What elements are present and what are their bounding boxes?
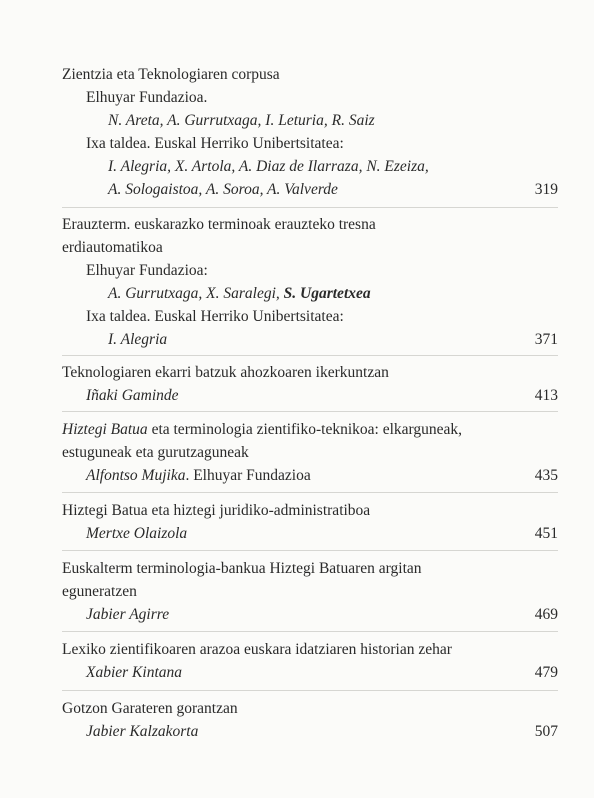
entry-title: eta terminologia zientifiko-teknikoa: elkarguneak, [147,421,463,438]
toc-entry [62,557,558,626]
entry-author: Jabier Kalzakorta [86,723,199,740]
entry-authors: A. Gurrutxaga, X. Saralegi, [108,285,284,302]
entry-organization: Ixa taldea. Euskal Herriko Unibertsitatea: [86,308,344,325]
entry-authors: I. Alegria [108,331,168,348]
entry-title: Gotzon Garateren gorantzan [62,700,238,717]
toc-entry [62,499,558,545]
entry-authors: I. Alegria, X. Artola, A. Diaz de Ilarraza, N. Ezeiza, [108,158,429,175]
toc-entry [62,697,558,743]
toc-entry [62,63,558,201]
entry-organization: . Elhuyar Fundazioa [185,467,311,484]
entry-title: Euskalterm terminologia-bankua Hiztegi Batuaren argitan [62,560,422,577]
page-number: 507 [534,723,558,740]
entry-title-italic: Hiztegi Batua [62,421,148,438]
entry-author: Xabier Kintana [86,664,183,681]
page-number: 451 [534,525,558,542]
page-number: 435 [534,467,558,484]
entry-authors: N. Areta, A. Gurrutxaga, I. Leturia, R. Saiz [108,112,375,129]
page-number: 469 [534,606,558,623]
entry-title: Zientzia eta Teknologiaren corpusa [62,66,280,83]
divider [62,631,558,632]
page-number: 413 [534,387,558,404]
divider [62,550,558,551]
page-number: 479 [534,664,558,681]
entry-organization: Elhuyar Fundazioa: [86,262,208,279]
toc-entry [62,638,558,684]
divider [62,690,558,691]
entry-title-cont: estuguneak eta gurutzaguneak [62,444,249,461]
entry-title: Teknologiaren ekarri batzuk ahozkoaren ikerkuntzan [62,364,389,381]
divider [62,207,558,208]
entry-author: Mertxe Olaizola [86,525,188,542]
entry-title: Erauzterm. euskarazko terminoak erauzteko tresna [62,216,376,233]
entry-author: Iñaki Gaminde [86,387,179,404]
entry-title-cont: eguneratzen [62,583,137,600]
entry-title-cont: erdiautomatikoa [62,239,163,256]
entry-title: Hiztegi Batua eta hiztegi juridiko-administratiboa [62,502,371,519]
page-number: 371 [534,331,558,348]
entry-authors: A. Sologaistoa, A. Soroa, A. Valverde [108,181,338,198]
entry-author: Alfontso Mujika [86,467,186,484]
entry-author-highlight: S. Ugartetxea [283,285,371,302]
divider [62,355,558,356]
entry-title: Lexiko zientifikoaren arazoa euskara idatziaren historian zehar [62,641,452,658]
toc-entry [62,361,558,407]
entry-organization: Ixa taldea. Euskal Herriko Unibertsitatea: [86,135,344,152]
entry-organization: Elhuyar Fundazioa. [86,89,208,106]
divider [62,492,558,493]
page-number: 319 [534,181,558,198]
toc-entry [62,213,558,351]
divider [62,411,558,412]
entry-author: Jabier Agirre [86,606,170,623]
toc-entry [62,418,558,487]
